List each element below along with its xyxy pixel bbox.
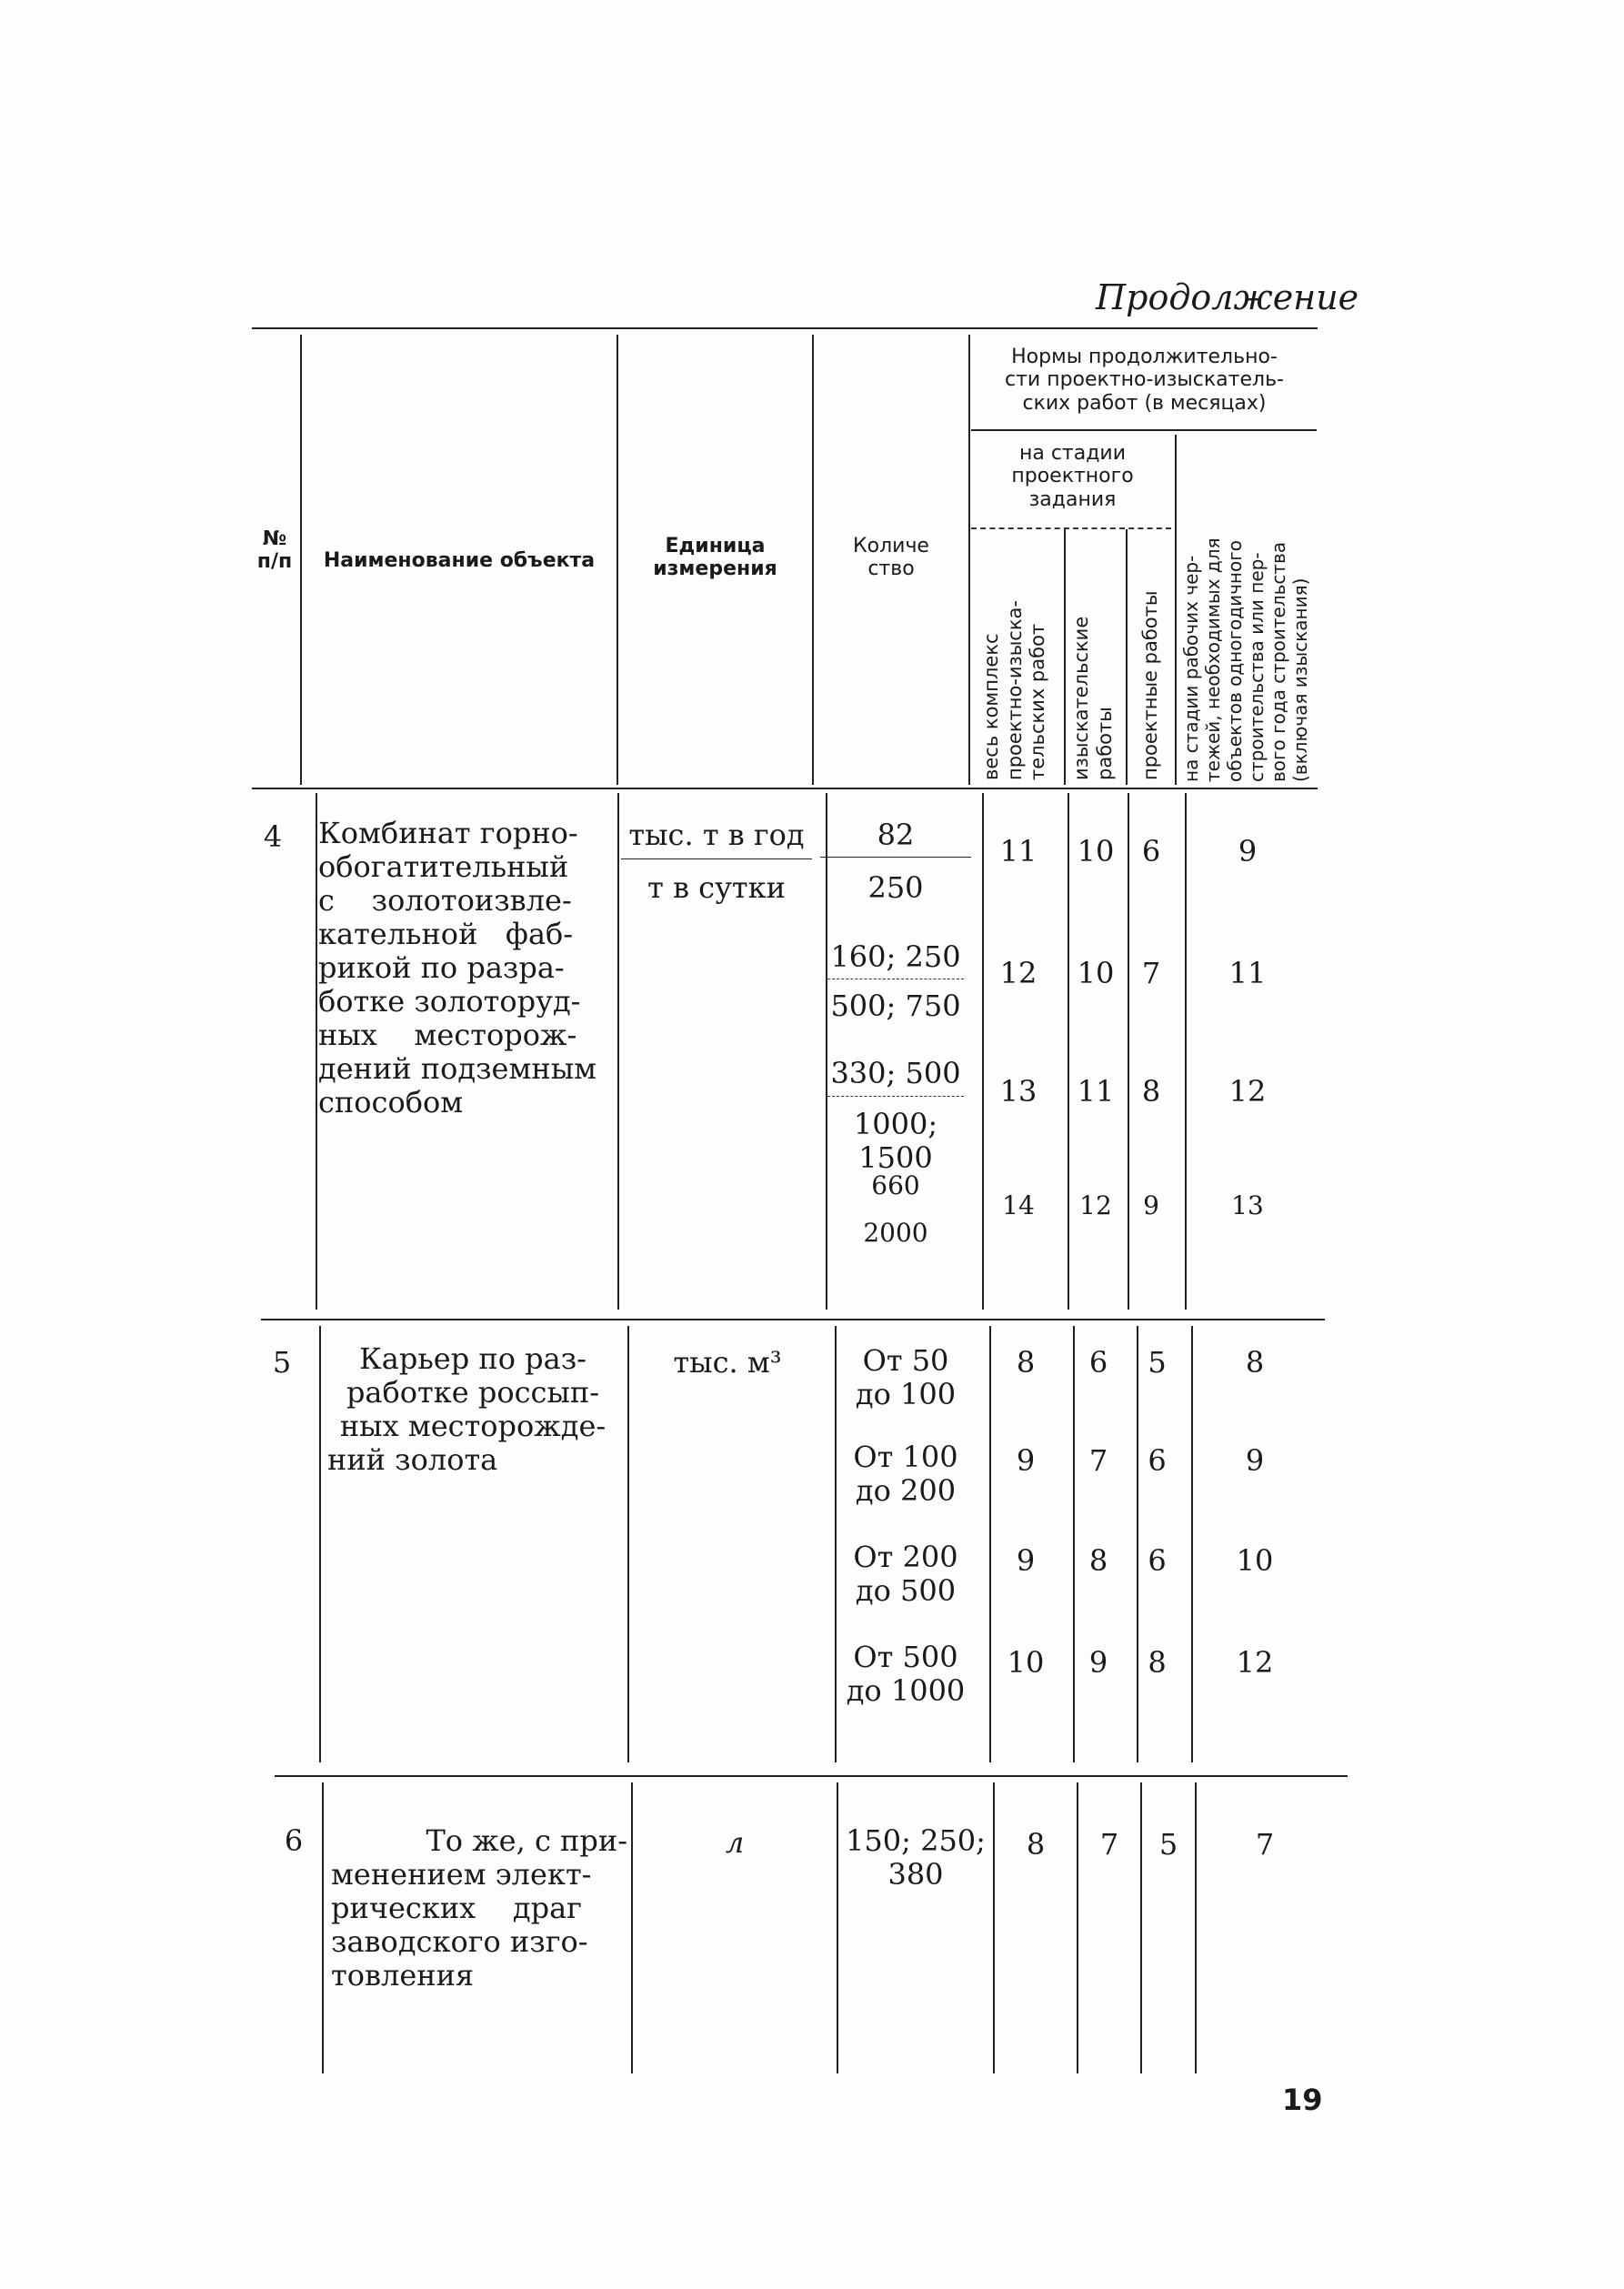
survey-cell: 7: [1088, 1443, 1108, 1478]
working-cell: 12: [1236, 1645, 1274, 1680]
survey-cell: 10: [1077, 834, 1115, 868]
total-cell: 12: [999, 956, 1038, 990]
design-cell: 8: [1141, 1074, 1161, 1109]
total-cell: 10: [1007, 1645, 1045, 1680]
qty-cell: 330; 500: [830, 1056, 961, 1090]
working-cell: 10: [1236, 1543, 1274, 1578]
header-qty: Количе ство: [853, 535, 929, 581]
unit-cell: тыс. м³: [673, 1345, 782, 1380]
header-col-survey: изыскательские работы: [1070, 616, 1116, 780]
header-col-total: весь комплекс проектно-изыска- тельских работ: [980, 600, 1049, 780]
total-cell: 11: [999, 834, 1038, 868]
total-cell: 8: [1026, 1827, 1046, 1862]
header-num: № п/п: [256, 527, 293, 574]
total-cell: 9: [1016, 1443, 1036, 1478]
working-cell: 7: [1255, 1827, 1275, 1862]
design-cell: 7: [1141, 956, 1161, 990]
qty-cell: 2000: [863, 1218, 928, 1248]
design-cell: 8: [1148, 1645, 1167, 1680]
survey-cell: 8: [1088, 1543, 1108, 1578]
total-cell: 8: [1016, 1345, 1036, 1380]
working-cell: 8: [1245, 1345, 1265, 1380]
design-cell: 6: [1141, 834, 1161, 868]
qty-cell: 250: [867, 870, 924, 905]
working-cell: 13: [1231, 1190, 1264, 1220]
design-cell: 5: [1158, 1827, 1178, 1862]
survey-cell: 12: [1079, 1190, 1112, 1220]
design-cell: 5: [1148, 1345, 1167, 1380]
total-cell: 14: [1002, 1190, 1035, 1220]
working-cell: 9: [1245, 1443, 1265, 1478]
header-unit: Единица измерения: [653, 535, 777, 581]
unit-cell: л: [725, 1825, 745, 1860]
object-name: То же, с при- менением элект- рических драг заводского изго- товления: [331, 1823, 627, 1993]
total-cell: 9: [1016, 1543, 1036, 1578]
qty-cell: 500; 750: [830, 989, 961, 1023]
row-number: 5: [272, 1345, 292, 1380]
qty-cell: От 100 до 200: [853, 1440, 958, 1508]
row-number: 4: [263, 819, 283, 854]
design-cell: 6: [1148, 1443, 1167, 1478]
qty-cell: От 200 до 500: [853, 1540, 958, 1608]
header-stage: на стадии проектного задания: [1011, 442, 1134, 511]
header-name: Наименование объекта: [323, 549, 596, 572]
survey-cell: 10: [1077, 956, 1115, 990]
qty-cell: 150; 250; 380: [846, 1823, 986, 1892]
object-name: Комбинат горно- обогатительный с золотоизвле- кательной фаб- рикой по разра- ботке золоторуд- ных месторож- дений подземным способом: [318, 816, 597, 1119]
design-cell: 6: [1148, 1543, 1167, 1578]
working-cell: 9: [1238, 834, 1258, 868]
survey-cell: 11: [1077, 1074, 1115, 1109]
unit-cell: т в сутки: [647, 870, 786, 905]
total-cell: 13: [999, 1074, 1038, 1109]
qty-cell: 82: [877, 818, 915, 852]
header-col-working: на стадии рабочих чер- тежей, необходимых для объектов одногодичного строительства или пер- вого года строительства (включая изыскания): [1180, 537, 1311, 782]
working-cell: 12: [1228, 1074, 1267, 1109]
qty-cell: 660: [871, 1170, 920, 1200]
continuation-label: Продолжение: [1096, 277, 1359, 317]
object-name: Карьер по раз- работке россып- ных месторожде- ний золота: [327, 1341, 606, 1477]
header-col-design: проектные работы: [1139, 590, 1161, 780]
survey-cell: 7: [1099, 1827, 1119, 1862]
qty-cell: 160; 250: [830, 939, 961, 974]
qty-cell: От 500 до 1000: [846, 1640, 966, 1708]
page-number: 19: [1282, 2083, 1323, 2117]
row-number: 6: [284, 1823, 304, 1858]
survey-cell: 9: [1088, 1645, 1108, 1680]
unit-cell: тыс. т в год: [628, 818, 805, 852]
qty-cell: От 50 до 100: [855, 1343, 957, 1411]
header-norms: Нормы продолжительно- сти проектно-изыскатель- ских работ (в месяцах): [1005, 346, 1284, 415]
qty-cell: 1000; 1500: [853, 1107, 938, 1175]
design-cell: 9: [1143, 1190, 1159, 1220]
working-cell: 11: [1228, 956, 1267, 990]
survey-cell: 6: [1088, 1345, 1108, 1380]
